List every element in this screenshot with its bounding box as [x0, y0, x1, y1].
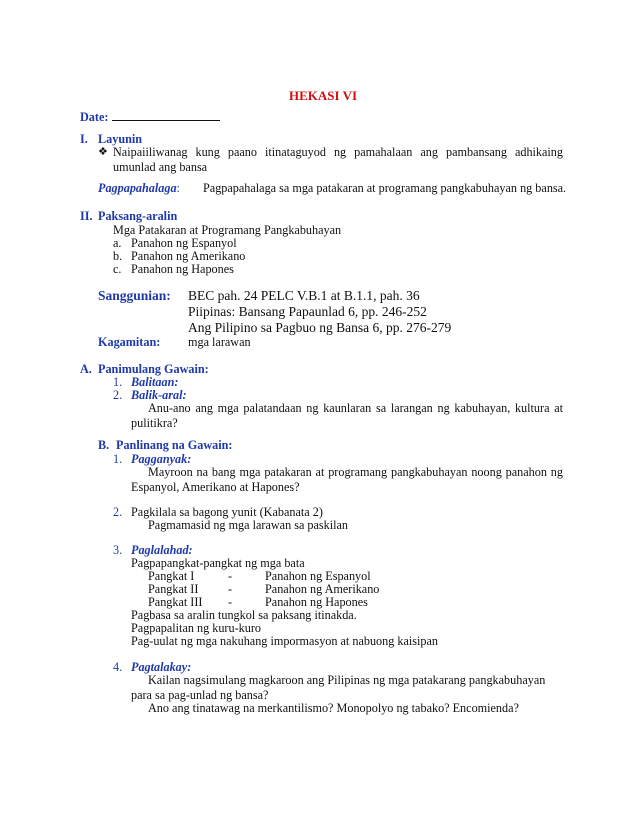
item-number: 2.: [113, 505, 123, 519]
new-unit-text: Pagkilala sa bagong yunit (Kabanata 2): [131, 505, 323, 519]
list-item: Panahon ng Amerikano: [131, 249, 246, 263]
materials-text: mga larawan: [188, 335, 251, 349]
discussion-question-2: Ano ang tinatawag na merkantilismo? Monopolyo ng tabako? Encomienda?: [148, 701, 519, 715]
values-line: Pagpapahalaga:: [98, 181, 180, 195]
section-heading-panlinang-na-gawain: Panlinang na Gawain:: [116, 438, 233, 452]
reference-line: Piipinas: Bansang Papaunlad 6, pp. 246-252: [188, 304, 427, 319]
group-period: Panahon ng Espanyol: [265, 569, 371, 583]
values-label: Pagpapahalaga: [98, 181, 177, 195]
item-number: 1.: [113, 452, 123, 466]
date-blank-line: [112, 109, 220, 121]
list-item-letter: c.: [113, 262, 122, 276]
review-text: Anu-ano ang mga palatandaan ng kaunlaran sa larangan ng kabuhayan, kultura at pulitikra?: [131, 401, 563, 430]
objective-text: Naipaiiliwanag kung paano itinataguyod ng pamahalaan ang pambansang adhikaing umunlad ang bansa: [113, 145, 563, 174]
group-dash: -: [228, 595, 233, 609]
reference-line: BEC pah. 24 PELC V.B.1 at B.1.1, pah. 36: [188, 288, 420, 303]
date-field: [80, 109, 220, 125]
item-number: 4.: [113, 660, 123, 674]
page-title: HEKASI VI: [289, 88, 358, 103]
item-number: 1.: [113, 375, 123, 389]
item-number: 3.: [113, 543, 123, 557]
materials-label: Kagamitan:: [98, 335, 161, 349]
diamond-bullet-icon: ❖: [98, 146, 108, 158]
group-period: Panahon ng Hapones: [265, 595, 368, 609]
group-name: Pangkat III: [148, 595, 203, 609]
section-letter-a: A.: [80, 362, 92, 376]
values-text: Pagpapahalaga sa mga patakaran at programang pangkabuhayan ng bansa.: [203, 181, 567, 195]
reference-line: Ang Pilipino sa Pagbuo ng Bansa 6, pp. 276-279: [188, 320, 452, 335]
step-text: Pagpapalitan ng kuru-kuro: [131, 621, 261, 635]
section-letter-b: B.: [98, 438, 110, 452]
section-heading-layunin: Layunin: [98, 132, 143, 146]
section-heading-panimulang-gawain: Panimulang Gawain:: [98, 362, 209, 376]
item-number: 2.: [113, 388, 123, 402]
motivation-text: Mayroon na bang mga patakaran at programang pangkabuhayan noong panahon ng Espanyol, Amerikano at Hapones?: [131, 465, 563, 494]
date-label: Date:: [80, 110, 109, 124]
group-name: Pangkat II: [148, 582, 199, 596]
group-name: Pangkat I: [148, 569, 195, 583]
item-label-paglalahad: Paglalahad:: [131, 543, 193, 557]
group-dash: -: [228, 582, 233, 596]
item-label-balik-aral: Balik-aral:: [131, 388, 187, 402]
grouping-text: Pagpapangkat-pangkat ng mga bata: [131, 556, 305, 570]
list-item: Panahon ng Espanyol: [131, 236, 237, 250]
item-label-balitaan: Balitaan:: [131, 375, 179, 389]
references-label: Sanggunian:: [98, 288, 171, 303]
discussion-question-1: Kailan nagsimulang magkaroon ang Pilipinas ng mga patakarang pangkabuhayan para sa pag-unlad ng bansa?: [131, 673, 546, 702]
observation-text: Pagmamasid ng mga larawan sa paskilan: [148, 518, 349, 532]
step-text: Pagbasa sa aralin tungkol sa paksang itinakda.: [131, 608, 357, 622]
section-heading-paksang-aralin: Paksang-aralin: [98, 209, 178, 223]
list-item-letter: b.: [113, 249, 123, 263]
step-text: Pag-uulat ng mga nakuhang impormasyon at nabuong kaisipan: [131, 634, 438, 648]
section-number-2: II.: [80, 209, 93, 223]
topic-text: Mga Patakaran at Programang Pangkabuhayan: [113, 223, 342, 237]
item-label-pagtalakay: Pagtalakay:: [131, 660, 192, 674]
list-item: Panahon ng Hapones: [131, 262, 234, 276]
group-period: Panahon ng Amerikano: [265, 582, 380, 596]
group-dash: -: [228, 569, 233, 583]
list-item-letter: a.: [113, 236, 122, 250]
item-label-pagganyak: Pagganyak:: [131, 452, 192, 466]
section-number-1: I.: [80, 132, 88, 146]
